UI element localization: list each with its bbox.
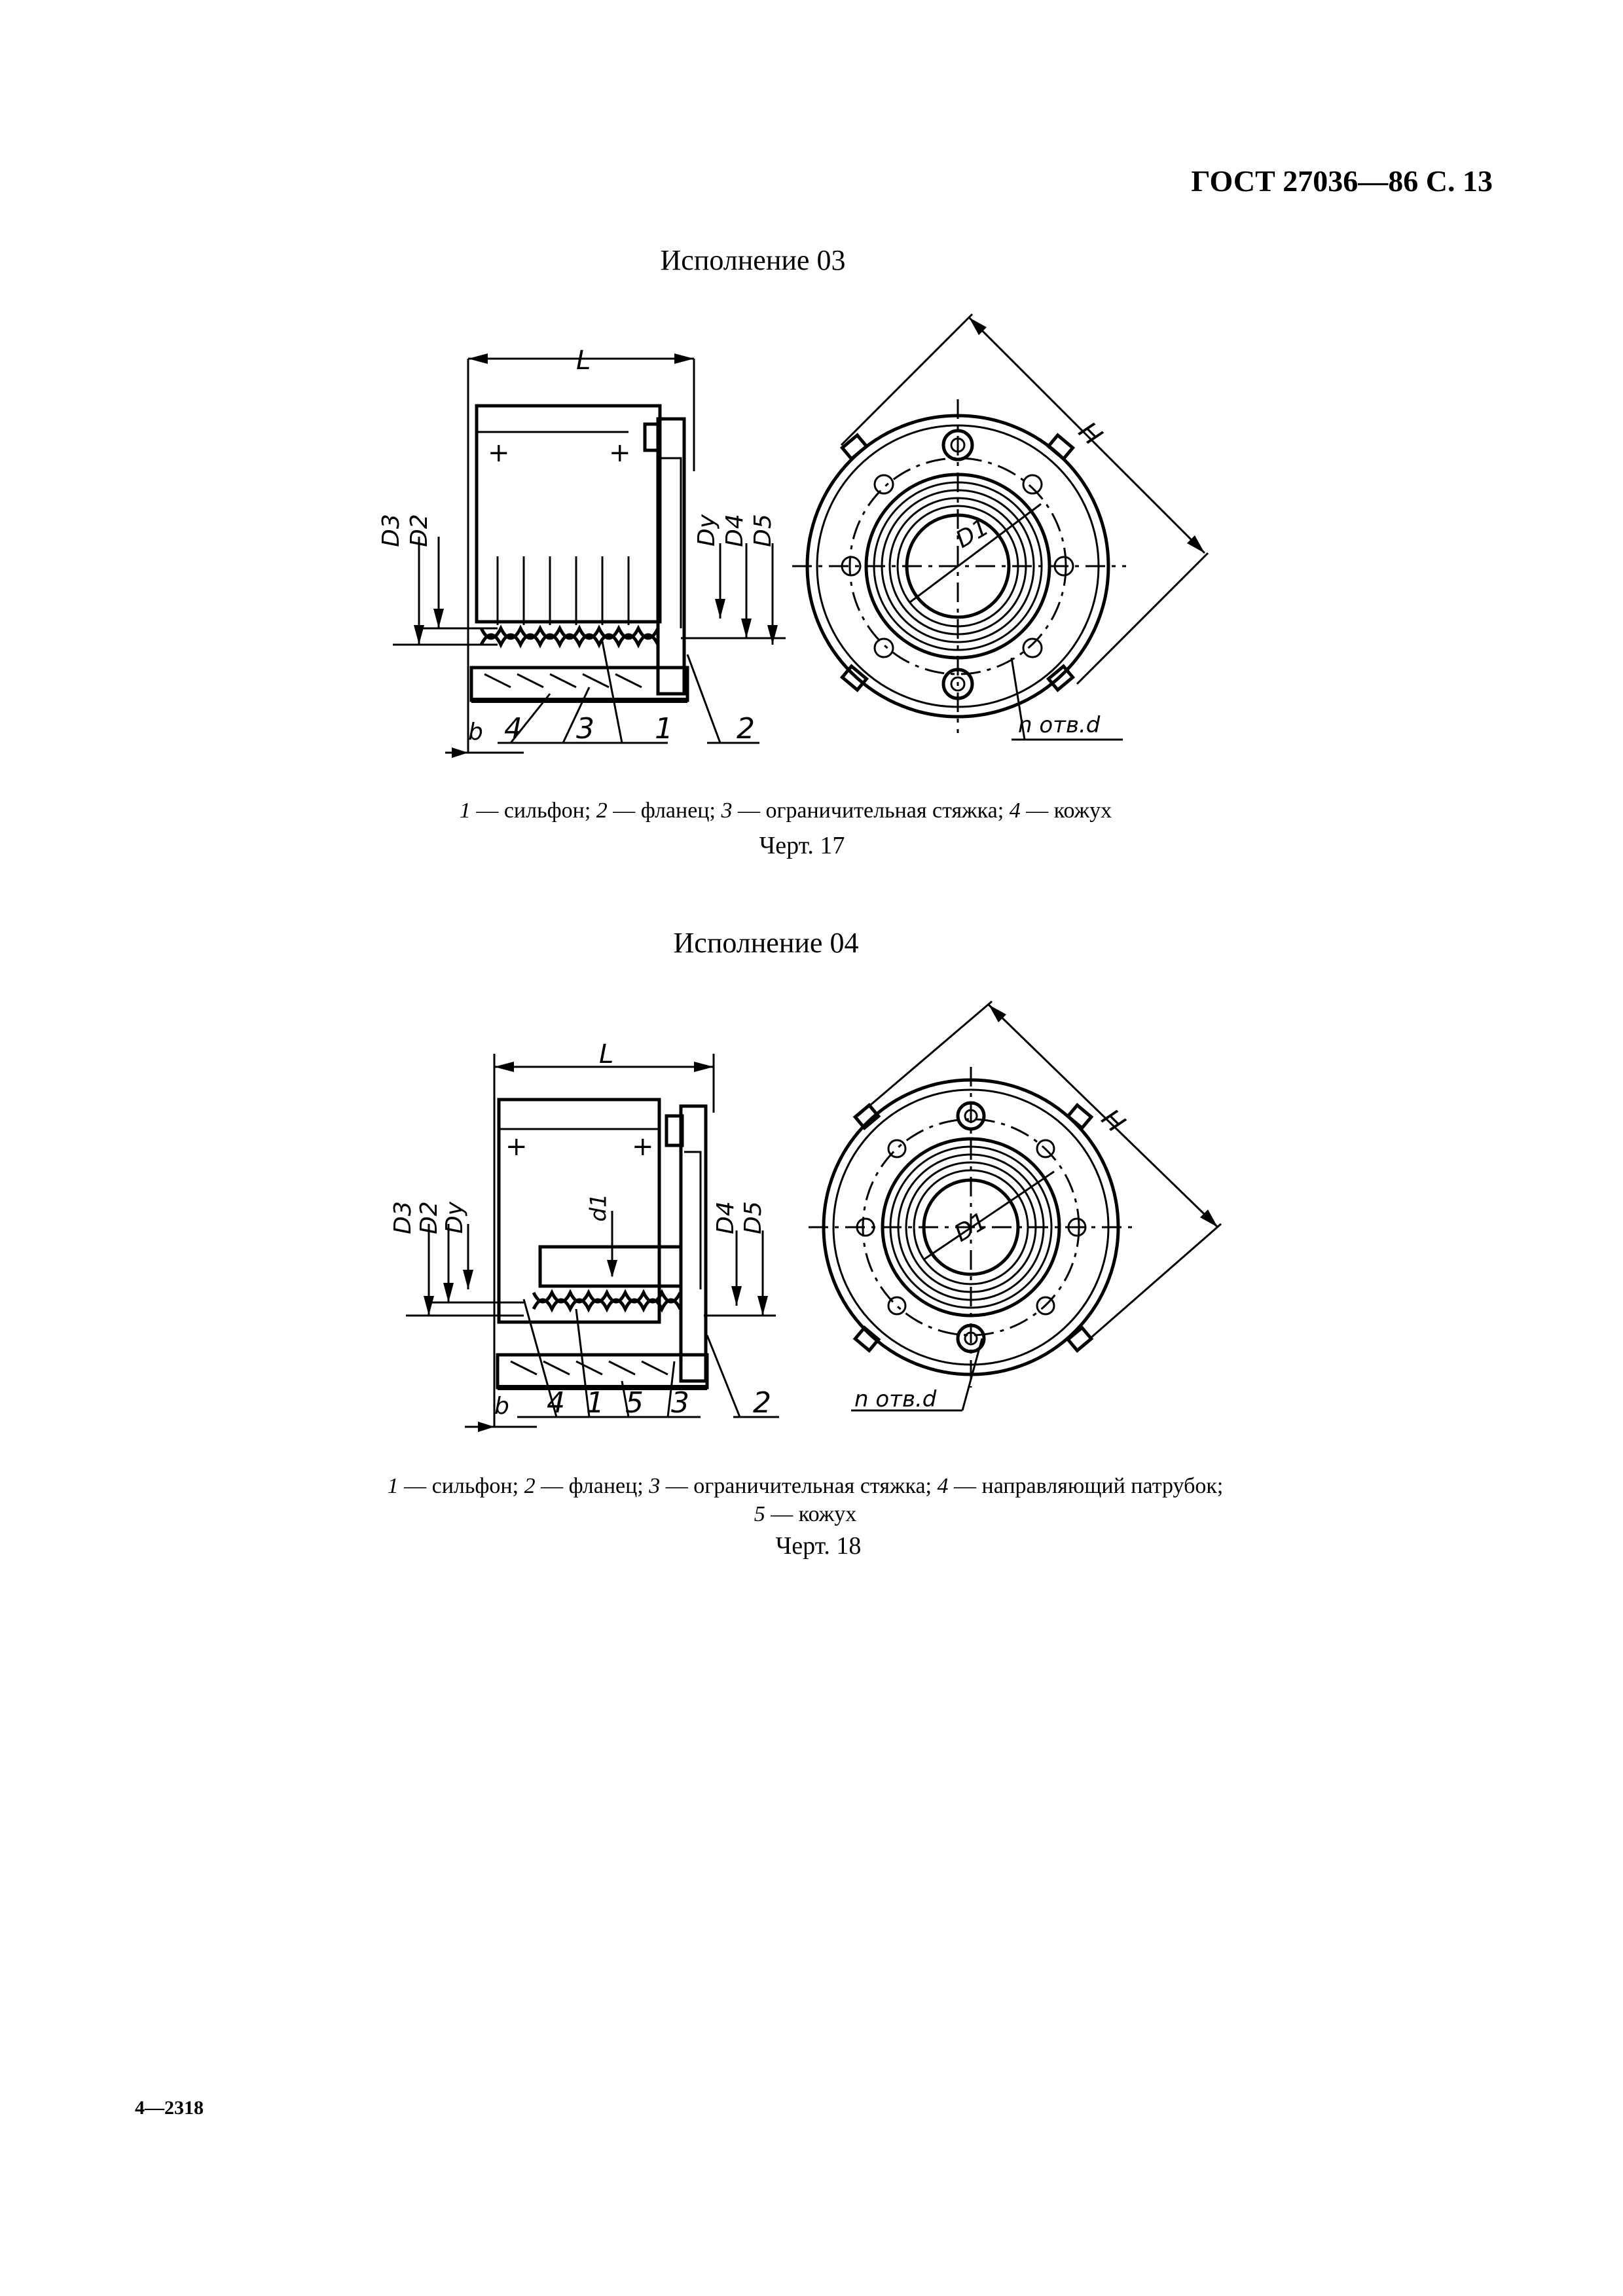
fig17-legend-text-1: — сильфон; <box>470 798 596 823</box>
svg-text:+: + <box>632 1132 654 1162</box>
fig17-holes-label: n отв.d <box>1018 712 1101 738</box>
figure18-number: Черт. 18 <box>775 1532 862 1560</box>
fig17-legend-text-2: — фланец; <box>607 798 721 823</box>
fig17-legend-num-2: 2 <box>596 798 608 823</box>
fig18-side-view <box>406 1054 779 1432</box>
fig17-label-D4: D4 <box>721 514 748 547</box>
fig18-legend-text-4: — направляющий патрубок; <box>948 1474 1224 1498</box>
fig17-legend-num-3: 3 <box>721 798 733 823</box>
fig18-legend-num-1: 1 <box>387 1474 399 1498</box>
fig18-callout-2: 2 <box>753 1386 771 1420</box>
fig18-legend-text-3: — ограничительная стяжка; <box>660 1474 938 1498</box>
fig18-holes-label: n отв.d <box>854 1386 937 1412</box>
fig18-label-D2: D2 <box>415 1201 443 1234</box>
fig17-callout-4: 4 <box>504 712 522 745</box>
figure17-number: Черт. 17 <box>759 832 845 859</box>
fig18-label-D1: D1 <box>950 1208 993 1247</box>
svg-text:+: + <box>505 1132 528 1162</box>
fig18-label-D5: D5 <box>739 1201 767 1234</box>
fig17-dim-b: b <box>468 719 483 745</box>
fig18-legend-text-2: — фланец; <box>535 1474 649 1498</box>
fig17-dim-H: H <box>1072 416 1108 452</box>
figure17-title: Исполнение 03 <box>660 244 846 276</box>
fig17-legend-text-3: — ограничительная стяжка; <box>732 798 1010 823</box>
page-header: ГОСТ 27036—86 С. 13 <box>1191 164 1493 198</box>
fig17-label-D3: D3 <box>377 514 405 547</box>
figure18-legend <box>386 1473 1224 1528</box>
fig18-callout-1: 1 <box>586 1386 604 1420</box>
fig18-label-D3: D3 <box>389 1201 416 1234</box>
fig17-label-D1: D1 <box>951 514 994 554</box>
page-footer-code: 4—2318 <box>135 2097 204 2119</box>
fig18-label-D4: D4 <box>712 1201 739 1234</box>
fig18-callout-5: 5 <box>625 1386 644 1420</box>
fig18-callout-4: 4 <box>547 1386 565 1420</box>
fig18-callout-3: 3 <box>671 1386 689 1420</box>
fig18-dim-H: H <box>1095 1103 1131 1139</box>
fig18-label-Dy: Dy <box>441 1201 469 1234</box>
fig17-label-D2: D2 <box>405 514 433 547</box>
fig17-callout-1: 1 <box>655 712 673 745</box>
fig18-front-view <box>809 1001 1221 1410</box>
fig17-legend-num-4: 4 <box>1009 798 1021 823</box>
figure18-title: Исполнение 04 <box>673 927 859 959</box>
fig18-legend-text-1: — сильфон; <box>398 1474 524 1498</box>
fig18-legend-num-4: 4 <box>937 1474 949 1498</box>
fig18-legend-num-3: 3 <box>649 1474 661 1498</box>
svg-text:+: + <box>609 438 631 468</box>
fig18-dim-L: L <box>599 1039 614 1069</box>
fig17-label-D5: D5 <box>749 514 776 547</box>
fig18-legend-num-5: 5 <box>754 1501 765 1526</box>
fig18-dim-b: b <box>494 1393 509 1420</box>
fig17-label-Dy: Dy <box>693 514 721 547</box>
svg-text:+: + <box>488 438 510 468</box>
fig17-dim-L: L <box>576 346 591 376</box>
fig17-legend-num-1: 1 <box>459 798 471 823</box>
fig18-dim-d1: d1 <box>585 1193 612 1222</box>
fig17-callout-3: 3 <box>576 712 594 745</box>
fig18-legend-num-2: 2 <box>524 1474 536 1498</box>
fig18-legend-text-5: — кожух <box>765 1501 857 1526</box>
fig17-legend-text-4: — кожух <box>1020 798 1112 823</box>
fig17-callout-2: 2 <box>737 712 755 745</box>
